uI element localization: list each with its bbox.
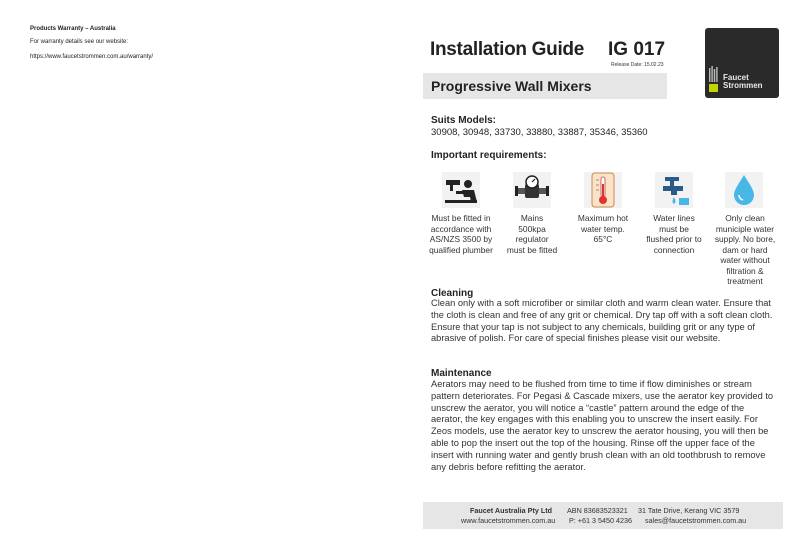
warranty-title: Products Warranty – Australia	[30, 26, 116, 32]
footer-address: 31 Tate Drive, Kerang VIC 3579	[638, 506, 740, 515]
footer-abn: ABN 83683523321	[567, 506, 628, 515]
warranty-link[interactable]: https://www.faucetstrommen.com.au/warranty/	[30, 54, 154, 60]
requirements-label: Important requirements:	[431, 150, 547, 161]
logo-line-1: Faucet	[723, 73, 749, 82]
release-date: Release Date: 15.02.23	[611, 62, 664, 68]
product-title: Progressive Wall Mixers	[431, 78, 592, 94]
maintenance-heading: Maintenance	[431, 368, 492, 379]
requirement-text-temperature: Maximum hot water temp. 65°C	[577, 213, 629, 244]
maintenance-text: Aerators may need to be flushed from time to time if flow diminishes or stream pattern deteriorates. For Pegasi & Cascade mixers, use the aerator key provided to unscrew the aerator, you will notice a “castle” pattern around the edge of the aerator, the key engages with this enabling you to unscrew the insert easily. For Zeos models, use the aerator key to unscrew the aerator housing, you will then be able to pop the insert out the top of the housing. Rinse off the upper face of the insert with running water and gently brush clean with an old toothbrush to remove any debris before refitting the aerator.	[431, 379, 774, 472]
plumber-icon	[442, 172, 480, 208]
requirement-text-plumber: Must be fitted in accordance with AS/NZS 3500 by qualified plumber	[429, 213, 493, 255]
water-drop-icon	[725, 172, 763, 208]
cleaning-text: Clean only with a soft microfiber or similar cloth and warm clean water. Ensure that the cloth is clean and free of any grit or chemical. Dry tap off with a soft clean cloth. Ensure that your tap is not subject to any chemicals, building grit or any type of abrasive of polish. For care of special finishes please visit our website.	[431, 298, 773, 344]
guide-code: IG 017	[608, 39, 666, 60]
footer-phone: P: +61 3 5450 4236	[569, 516, 632, 525]
suits-models-label: Suits Models:	[431, 115, 497, 126]
footer-website-link[interactable]: www.faucetstrommen.com.au	[461, 516, 556, 525]
logo-mark-icon	[709, 66, 719, 92]
cleaning-heading: Cleaning	[431, 288, 474, 299]
requirement-text-regulator: Mains 500kpa regulator must be fitted	[506, 213, 558, 255]
thermometer-icon	[584, 172, 622, 208]
footer-email-link[interactable]: sales@faucetstrommen.com.au	[645, 516, 747, 525]
pressure-regulator-icon	[513, 172, 551, 208]
page-title: Installation Guide	[430, 39, 585, 60]
requirement-text-water: Only clean municiple water supply. No bore, dam or hard water without filtration & treatment	[714, 213, 776, 286]
tap-flush-icon	[655, 172, 693, 208]
requirement-text-flush: Water lines must be flushed prior to connection	[646, 213, 702, 255]
footer-company: Faucet Australia Pty Ltd	[470, 506, 553, 515]
warranty-note: For warranty details see our website:	[30, 39, 129, 45]
logo-line-2: Strommen	[723, 81, 763, 90]
logo-text	[723, 74, 763, 90]
suits-models-list: 30908, 30948, 33730, 33880, 33887, 35346, 35360	[431, 127, 648, 138]
